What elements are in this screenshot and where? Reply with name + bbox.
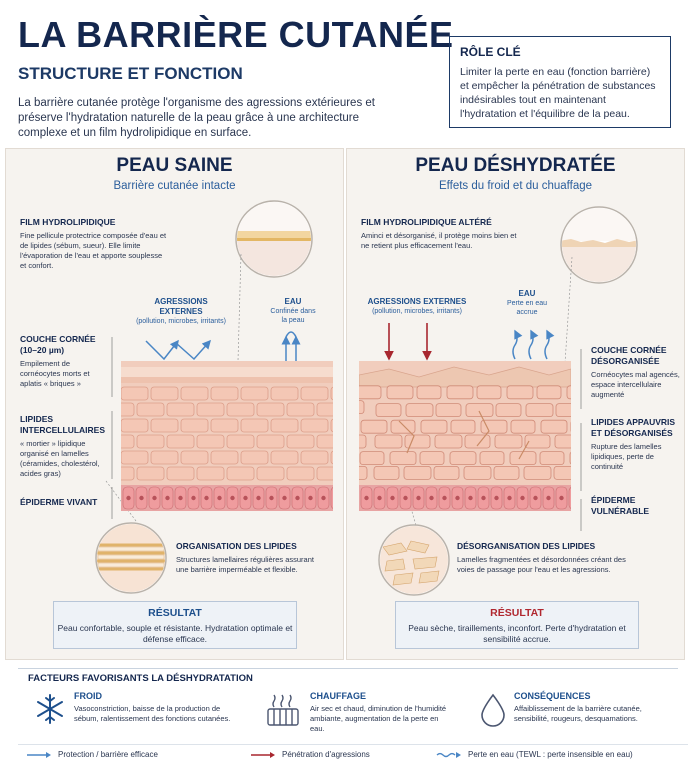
corneocyte-brick <box>301 387 328 400</box>
factor-chauffage-text: Air sec et chaud, diminution de l'humidité ambiante, augmentation de la perte en eau. <box>310 704 447 733</box>
dehydrated-skin-panel <box>346 148 685 660</box>
corneocyte-brick <box>420 452 444 465</box>
corneocyte-brick <box>151 451 178 464</box>
healthy-cornee-range: (10–20 µm) <box>20 345 65 355</box>
healthy-org-heading: ORGANISATION DES LIPIDES <box>176 541 297 551</box>
corneocyte-brick <box>359 466 367 479</box>
corneocyte-brick <box>271 387 298 400</box>
droplet-icon <box>478 693 508 727</box>
role-heading: RÔLE CLÉ <box>460 45 521 59</box>
legend <box>18 744 688 764</box>
legend-water-loss-text: Perte en eau (TEWL : perte insensible en eau) <box>468 750 633 759</box>
corneocyte-brick <box>331 387 333 400</box>
corneocyte-brick <box>417 386 441 399</box>
corneocyte-brick <box>317 435 333 448</box>
dehydrated-result-text: Peau sèche, tiraillements, inconfort. Perte d'hydratation et sensibilité accrue. <box>408 623 626 644</box>
healthy-result-heading: RÉSULTAT <box>148 607 202 619</box>
dehydrated-skin-tissue <box>359 361 571 511</box>
corneocyte-brick <box>181 387 208 400</box>
corneocyte-brick <box>211 387 238 400</box>
corneocyte-brick <box>317 467 333 480</box>
corneocyte-brick <box>495 435 522 448</box>
healthy-lipids-heading: LIPIDES INTERCELLULAIRES <box>20 414 105 435</box>
corneocyte-brick <box>494 466 519 479</box>
corneocyte-brick <box>391 420 415 433</box>
corneocyte-brick <box>151 387 178 400</box>
corneocyte-brick <box>567 386 571 399</box>
corneocyte-brick <box>405 435 430 448</box>
healthy-skin-tissue <box>121 361 333 511</box>
factor-consequences <box>514 691 674 724</box>
corneocyte-brick <box>271 451 298 464</box>
corneocyte-brick <box>331 419 333 432</box>
factors-heading: FACTEURS FAVORISANTS LA DÉSHYDRATATION <box>28 673 253 684</box>
corneocyte-brick <box>211 451 238 464</box>
corneocyte-brick <box>434 466 459 479</box>
corneocyte-brick <box>197 435 224 448</box>
legend-protection-text: Protection / barrière efficace <box>58 750 158 759</box>
corneocyte-brick <box>181 451 208 464</box>
dehydrated-cornee-text: Cornéocytes mal agencés, espace intercellulaire augmenté <box>591 370 680 399</box>
epidermis-cell <box>331 487 333 509</box>
corneocyte-brick <box>435 435 462 448</box>
corneocyte-brick <box>511 420 535 433</box>
dehydrated-cornee-label <box>591 345 681 400</box>
corneocyte-brick <box>451 420 475 433</box>
healthy-lipid-zoom-icon <box>94 521 168 595</box>
healthy-org-label <box>176 541 326 575</box>
corneocyte-brick <box>360 452 384 465</box>
healthy-result-text: Peau confortable, souple et résistante. Hydratation optimale et défense efficace. <box>57 623 293 644</box>
corneocyte-brick <box>374 466 399 479</box>
corneocyte-brick <box>390 452 416 465</box>
healthy-cornee-label <box>20 334 102 389</box>
dehydrated-org-text: Lamelles fragmentées et désordonnées créant des voies de passage pour l'eau et les agressions. <box>457 555 626 574</box>
corneocyte-brick <box>121 451 148 464</box>
corneocyte-brick <box>359 435 366 448</box>
dehydrated-org-label <box>457 541 632 575</box>
corneocyte-brick <box>540 452 564 465</box>
dehydrated-water-text: Perte en eau accrue <box>506 300 548 316</box>
healthy-lipids-text: « mortier » lipidique organisé en lamelles (céramides, cholestérol, acides gras) <box>20 439 100 478</box>
factor-froid <box>74 691 234 724</box>
healthy-film-text: Fine pellicule protectrice composée d'eau et de lipides (sébum, sueur). Elle limite l'évaporation de l'eau et apporte souplesse et confort. <box>20 231 167 270</box>
radiator-icon <box>262 689 302 729</box>
snowflake-icon <box>34 693 66 725</box>
legend-water-loss <box>436 750 633 759</box>
dehydrated-subtitle: Effets du froid et du chuaffage <box>438 180 593 192</box>
factor-chauffage-heading: CHAUFFAGE <box>310 691 366 701</box>
corneocyte-brick <box>359 401 364 414</box>
corneocyte-brick <box>387 386 413 399</box>
corneocyte-brick <box>555 435 571 448</box>
corneocyte-brick <box>241 387 268 400</box>
healthy-cornee-text: Empilement de cornéocytes morts et aplatis « briques » <box>20 359 90 388</box>
healthy-cornee-heading: COUCHE CORNÉE <box>20 334 96 344</box>
legend-penetration-text: Pénétration d'agressions <box>282 750 370 759</box>
corneocyte-brick <box>121 435 134 448</box>
corneocyte-brick <box>211 419 238 432</box>
dehydrated-layer-brackets <box>575 341 587 541</box>
corneocyte-brick <box>464 466 491 479</box>
dehydrated-film-text: Aminci et désorganisé, il protège moins bien et ne retient plus efficacement l'eau. <box>361 231 517 250</box>
corneocyte-brick <box>447 386 473 399</box>
corneocyte-brick <box>151 419 178 432</box>
corneocyte-brick <box>496 404 521 417</box>
healthy-title: PEAU SAINE <box>116 155 233 176</box>
epidermis-cell <box>569 487 571 509</box>
corneocyte-brick <box>121 403 134 416</box>
corneocyte-brick <box>554 466 571 479</box>
corneocyte-brick <box>376 404 401 417</box>
factors-section <box>18 668 678 740</box>
corneocyte-brick <box>510 452 536 465</box>
corneocyte-brick <box>301 419 328 432</box>
corneocyte-brick <box>477 386 501 399</box>
healthy-water-heading: EAU <box>284 297 302 306</box>
dehydrated-aggressions-label <box>367 297 467 316</box>
factor-froid-text: Vasoconstriction, baisse de la production de sébum, ralentissement des fonctions cutanées. <box>74 704 231 723</box>
corneocyte-brick <box>167 435 194 448</box>
factor-consequences-heading: CONSÉQUENCES <box>514 691 591 701</box>
legend-protection <box>26 750 158 759</box>
corneocyte-brick <box>167 403 194 416</box>
intro-text: La barrière cutanée protège l'organisme des agressions extérieures et préserve l'hydratation naturelle de la peau grâce à une architecture complexe et un film hydrolipidique en surface. <box>18 97 375 139</box>
corneocyte-brick <box>526 404 553 417</box>
healthy-water-text: Confinée dans la peau <box>270 308 316 324</box>
corneocyte-brick <box>271 419 298 432</box>
red-arrow-icon <box>250 751 276 759</box>
corneocyte-brick <box>227 403 254 416</box>
corneocyte-brick <box>359 386 381 399</box>
corneocyte-brick <box>167 467 194 480</box>
dehydrated-org-heading: DÉSORGANISATION DES LIPIDES <box>457 541 596 551</box>
corneocyte-brick <box>287 435 314 448</box>
corneocyte-brick <box>301 451 328 464</box>
healthy-aggressions-heading: AGRESSIONS EXTERNES <box>154 297 208 316</box>
corneocyte-brick <box>241 451 268 464</box>
healthy-subtitle: Barrière cutanée intacte <box>113 180 236 192</box>
corneocyte-brick <box>421 420 447 433</box>
dehydrated-water-label <box>497 289 557 317</box>
corneocyte-brick <box>331 451 333 464</box>
corneocyte-brick <box>570 452 571 465</box>
dehydrated-result-box <box>395 601 639 649</box>
corneocyte-brick <box>361 420 387 433</box>
corneocyte-brick <box>556 404 571 417</box>
corneocyte-brick <box>197 467 224 480</box>
corneocyte-brick <box>257 467 284 480</box>
healthy-aggressions-text: (pollution, microbes, irritants) <box>136 318 226 325</box>
dehydrated-water-heading: EAU <box>518 289 536 298</box>
corneocyte-brick <box>375 435 402 448</box>
healthy-film-heading: FILM HYDROLIPIDIQUE <box>20 217 116 227</box>
dehydrated-epidermis-label <box>591 495 681 517</box>
blue-arrow-icon <box>26 751 52 759</box>
corneocyte-brick <box>121 419 148 432</box>
dehydrated-cornee-heading: COUCHE CORNÉE DÉSORGANISÉE <box>591 345 667 366</box>
corneocyte-brick <box>227 467 254 480</box>
corneocyte-brick <box>121 387 148 400</box>
factor-consequences-text: Affaiblissement de la barrière cutanée, sensibilité, rougeurs, desquamations. <box>514 704 642 723</box>
legend-penetration <box>250 750 370 759</box>
page-subtitle: STRUCTURE ET FONCTION <box>18 64 243 83</box>
corneocyte-brick <box>197 403 224 416</box>
corneocyte-brick <box>404 466 431 479</box>
dehydrated-lipid-zoom-icon <box>377 523 451 597</box>
factor-froid-heading: FROID <box>74 691 102 701</box>
healthy-skin-panel <box>5 148 344 660</box>
factor-chauffage <box>310 691 450 734</box>
dehydrated-film-heading: FILM HYDROLIPIDIQUE ALTÉRÉ <box>361 217 492 227</box>
corneocyte-brick <box>524 466 551 479</box>
corneocyte-brick <box>257 435 284 448</box>
dehydrated-title: PEAU DÉSHYDRATÉE <box>415 155 616 176</box>
corneocyte-brick <box>436 404 461 417</box>
dehydrated-lipids-heading: LIPIDES APPAUVRIS ET DÉSORGANISÉS <box>591 417 676 438</box>
dehydrated-aggressions-heading: AGRESSIONS EXTERNES <box>367 297 467 306</box>
dehydrated-lipids-label <box>591 417 681 472</box>
dehydrated-result-heading: RÉSULTAT <box>490 607 544 619</box>
dehydrated-lipids-text: Rupture des lamelles lipidiques, perte de continuité <box>591 442 662 471</box>
dehydrated-epidermis-heading: ÉPIDERME VULNÉRABLE <box>591 495 650 516</box>
corneocyte-brick <box>137 435 164 448</box>
corneocyte-brick <box>137 467 164 480</box>
healthy-epidermis-heading: ÉPIDERME VIVANT <box>20 497 98 507</box>
corneocyte-brick <box>537 386 561 399</box>
healthy-org-text: Structures lamellaires régulières assurant une barrière imperméable et flexible. <box>176 555 314 574</box>
dehydrated-aggressions-text: (pollution, microbes, irritants) <box>372 308 462 315</box>
corneocyte-brick <box>241 419 268 432</box>
healthy-layer-brackets <box>106 329 118 529</box>
corneocyte-brick <box>287 403 314 416</box>
corneocyte-brick <box>257 403 284 416</box>
corneocyte-brick <box>227 435 254 448</box>
role-box <box>449 36 671 128</box>
corneocyte-brick <box>480 452 504 465</box>
corneocyte-brick <box>450 452 476 465</box>
corneocyte-brick <box>507 386 533 399</box>
role-text: Limiter la perte en eau (fonction barrière) et empêcher la pénétration de substances indésirables tout en maintenant l'hydratation et l'équilibre de la peau. <box>460 66 656 120</box>
corneocyte-brick <box>406 404 433 417</box>
corneocyte-brick <box>541 420 567 433</box>
corneocyte-brick <box>181 419 208 432</box>
page-title: LA BARRIÈRE CUTANÉE <box>18 14 454 55</box>
corneocyte-brick <box>466 404 493 417</box>
corneocyte-brick <box>287 467 314 480</box>
healthy-result-box <box>53 601 297 649</box>
corneocyte-brick <box>121 467 134 480</box>
wavy-arrow-icon <box>436 751 462 759</box>
corneocyte-brick <box>317 403 333 416</box>
corneocyte-brick <box>137 403 164 416</box>
healthy-lipids-label <box>20 414 105 479</box>
healthy-epidermis-label <box>20 497 105 508</box>
